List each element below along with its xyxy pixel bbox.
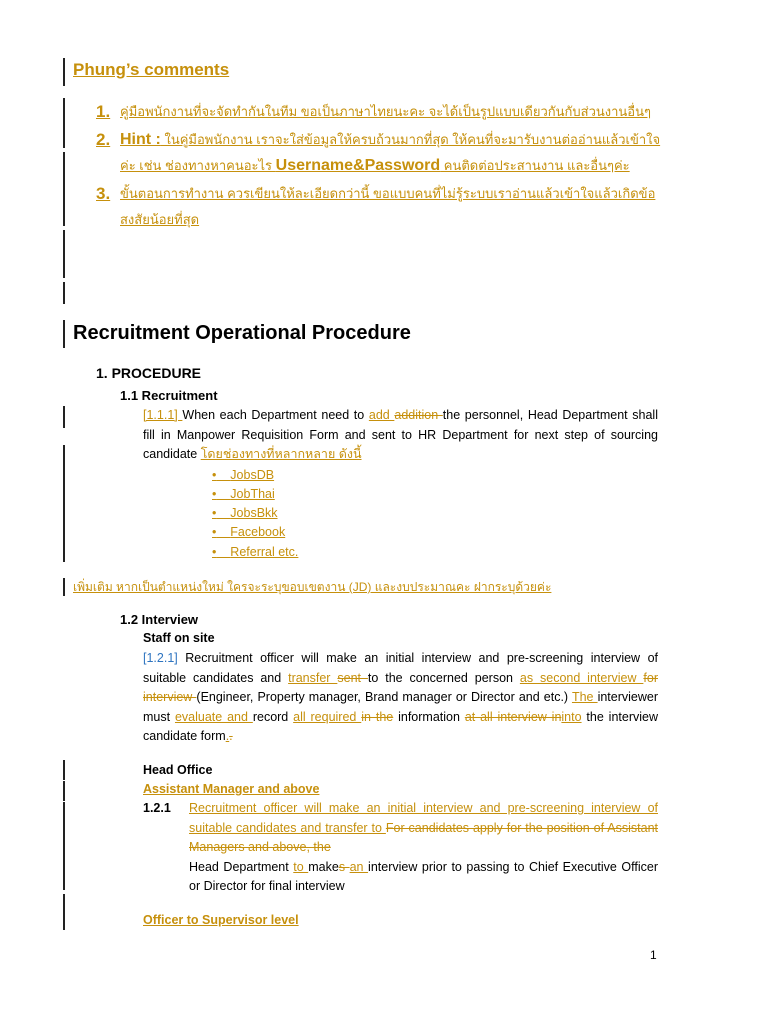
bullet-icon: • xyxy=(212,545,217,559)
change-bar xyxy=(63,230,65,278)
bullet-icon: • xyxy=(212,506,217,520)
comment-number: 1. xyxy=(96,102,111,121)
change-bar xyxy=(63,152,65,226)
clause-number: [1.2.1] xyxy=(143,651,178,665)
change-bar xyxy=(63,912,65,930)
change-bar xyxy=(63,282,65,304)
comment-number: 2. xyxy=(96,130,111,149)
username-password: Username&Password xyxy=(275,157,441,174)
change-bar xyxy=(63,98,65,148)
level-heading: Assistant Manager and above xyxy=(143,782,320,796)
paragraph-1-2-1: [1.2.1] Recruitment officer will make an initial interview and pre-screening interview of suitable candidates and transfer sent to the concerned person as second interview for interview (Engineer, Property manager, Brand manager or Director and etc.) The interviewer must evaluate and record all required in the information at all interview ininto the interview candidate form.. xyxy=(143,651,659,743)
section-heading: 1. PROCEDURE xyxy=(96,365,202,381)
document-title: Recruitment Operational Procedure xyxy=(73,322,411,344)
group-heading: Staff on site xyxy=(143,631,215,645)
change-bar xyxy=(63,406,65,428)
hint-label: Hint : xyxy=(120,131,161,148)
list-item: • JobsBkk xyxy=(212,506,278,520)
comment-item xyxy=(96,99,662,125)
comments-list xyxy=(96,99,662,235)
comment-item xyxy=(96,127,662,179)
list-item: • Facebook xyxy=(212,525,286,539)
comment-text: Hint : ในคู่มือพนักงาน เราจะใส่ข้อมูลให้ครบถ้วนมากที่สุด ให้คนที่จะมารับงานต่ออ่านแล้วเข้าใจค่ะ เช่น ช่องทางหาคนอะไร Username&Password คนติดต่อประสานงาน และอื่นๆค่ะ xyxy=(120,131,661,174)
change-bar xyxy=(63,467,65,562)
change-bar xyxy=(63,781,65,801)
subsection-heading: 1.2 Interview xyxy=(120,612,199,627)
comment-text: คู่มือพนักงานที่จะจัดทำกันในทีม ขอเป็นภาษาไทยนะคะ จะได้เป็นรูปแบบเดียวกันกับส่วนงานอื่นๆ xyxy=(120,104,651,119)
subsection-heading: 1.1 Recruitment xyxy=(120,388,218,403)
clause-number: 1.2.1 xyxy=(143,801,171,815)
bullet-icon: • xyxy=(212,487,217,501)
page-number: 1 xyxy=(650,948,657,962)
change-bar xyxy=(63,445,65,467)
clause-number: [1.1.1] xyxy=(143,408,183,422)
change-bar xyxy=(63,760,65,780)
comment-item xyxy=(96,181,662,233)
paragraph-1-1-1: [1.1.1] When each Department need to add addition the personnel, Head Department shall fill in Manpower Requisition Form and sent to HR Department for next step of sourcing candidate โดยช่องทางที่หลากหลาย ดังนี้ xyxy=(143,408,658,461)
bullet-icon: • xyxy=(212,468,217,482)
change-bar xyxy=(63,802,65,890)
comments-title: Phung’s comments xyxy=(73,60,230,79)
thai-note: เพิ่มเติม หากเป็นตำแหน่งใหม่ ใครจะระบุขอบเขตงาน (JD) และงบประมาณคะ ฝากระบุด้วยค่ะ xyxy=(73,580,552,594)
level-heading: Officer to Supervisor level xyxy=(143,913,299,927)
list-item: • JobsDB xyxy=(212,468,275,482)
change-bar xyxy=(63,320,65,348)
paragraph-head-office: Recruitment officer will make an initial interview and pre-screening interview of suitable candidates and transfer to For candidates apply for the position of Assistant Managers and above, the Head Department to makes an interview prior to passing to Chief Executive Officer or Director for final interview xyxy=(189,801,658,893)
bullet-icon: • xyxy=(212,525,217,539)
change-bar xyxy=(63,58,65,86)
comment-text: ขั้นตอนการทำงาน ควรเขียนให้ละเอียดกว่านี้ ขอแบบคนที่ไม่รู้ระบบเราอ่านแล้วเข้าใจแล้วเกิดข้อสงสัยน้อยที่สุด xyxy=(120,186,656,227)
group-heading: Head Office xyxy=(143,763,213,777)
list-item: • Referral etc. xyxy=(212,545,299,559)
change-bar xyxy=(63,894,65,912)
comment-number: 3. xyxy=(96,184,111,203)
change-bar xyxy=(63,578,65,596)
list-item: • JobThai xyxy=(212,487,275,501)
